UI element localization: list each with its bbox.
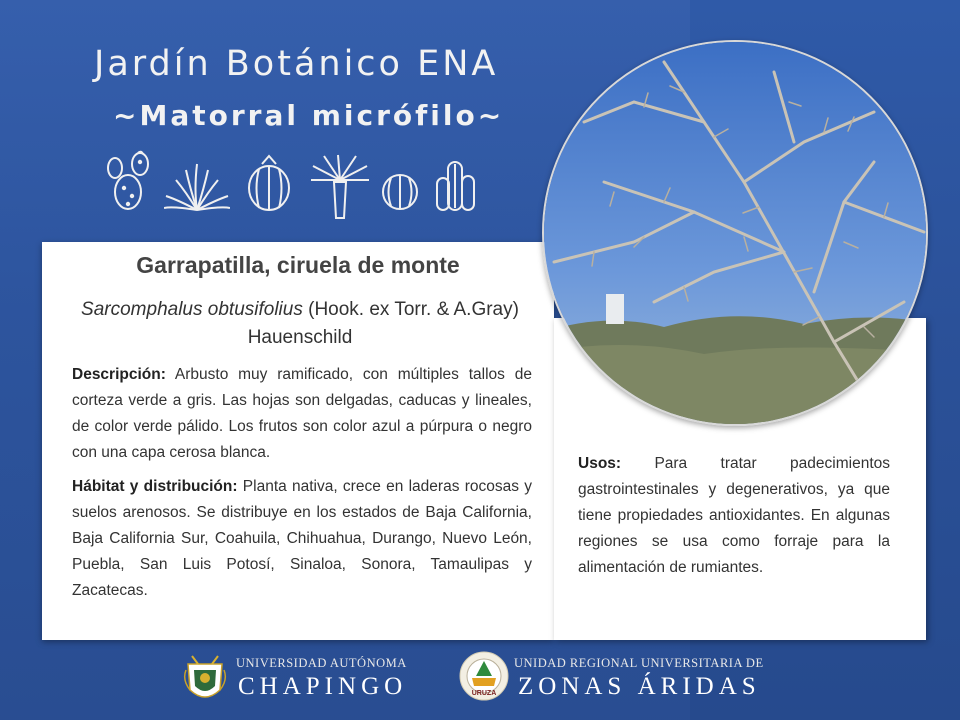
uruza-name-line1: UNIDAD REGIONAL UNIVERSITARIA DE <box>514 656 764 670</box>
agave-icon <box>164 150 230 212</box>
species-scientific-name <box>70 296 530 352</box>
uses-text: Para tratar padecimientos gastrointestinales y degenerativos, ya que tiene propiedades antioxidantes. En algunas regiones se usa como forraje para la alimentación de rumiantes. <box>578 455 890 576</box>
uses-paragraph <box>578 451 890 581</box>
uach-name-line2: CHAPINGO <box>238 673 408 700</box>
habitat-label: Hábitat y distribución: <box>72 478 238 495</box>
plant-photo <box>542 40 928 426</box>
uruza-logo-text: URUZA <box>471 690 497 697</box>
round-cactus-icon <box>380 150 420 212</box>
uses-label: Usos: <box>578 455 622 472</box>
yucca-icon <box>310 150 370 220</box>
footer <box>0 640 960 720</box>
habitat-paragraph <box>72 474 532 604</box>
species-common-name: Garrapatilla, ciruela de monte <box>136 252 460 278</box>
barrel-cactus-icon <box>246 150 292 212</box>
scientific-binomial: Sarcomphalus obtusifolius <box>81 299 303 320</box>
opuntia-cactus-icon <box>106 150 154 212</box>
uruza-name-line2: ZONAS ÁRIDAS <box>518 673 761 700</box>
habitat-text: Planta nativa, crece en laderas rocosas y suelos arenosos. Se distribuye en los estados de Baja California, Baja California Sur, Coahuila, Chihuahua, Durango, Nuevo León, Puebla, San Luis Potosí, Sinaloa, Sonora, Tamaulipas y Zacatecas. <box>72 478 532 599</box>
description-text: Arbusto muy ramificado, con múltiples tallos de corteza verde a gris. Las hojas son delgadas, caducas y lineales, de color verde pálido. Los frutos son color azul a púrpura o negro con una capa cerosa blanca. <box>72 366 533 461</box>
description-paragraph <box>72 362 532 466</box>
cluster-cactus-icon <box>434 150 478 212</box>
uruza-logo <box>458 648 510 708</box>
uach-logo <box>182 650 228 706</box>
thorny-shrub-image <box>544 42 926 424</box>
species-authority: (Hook. ex Torr. & A.Gray) Hauenschild <box>247 299 519 348</box>
habitat-subtitle: ~Matorral micrófilo~ <box>113 99 505 132</box>
garden-title: Jardín Botánico ENA <box>94 44 499 84</box>
uach-name-line1: UNIVERSIDAD AUTÓNOMA <box>236 656 407 670</box>
plant-icons-row <box>106 150 486 222</box>
description-label: Descripción: <box>72 366 166 383</box>
